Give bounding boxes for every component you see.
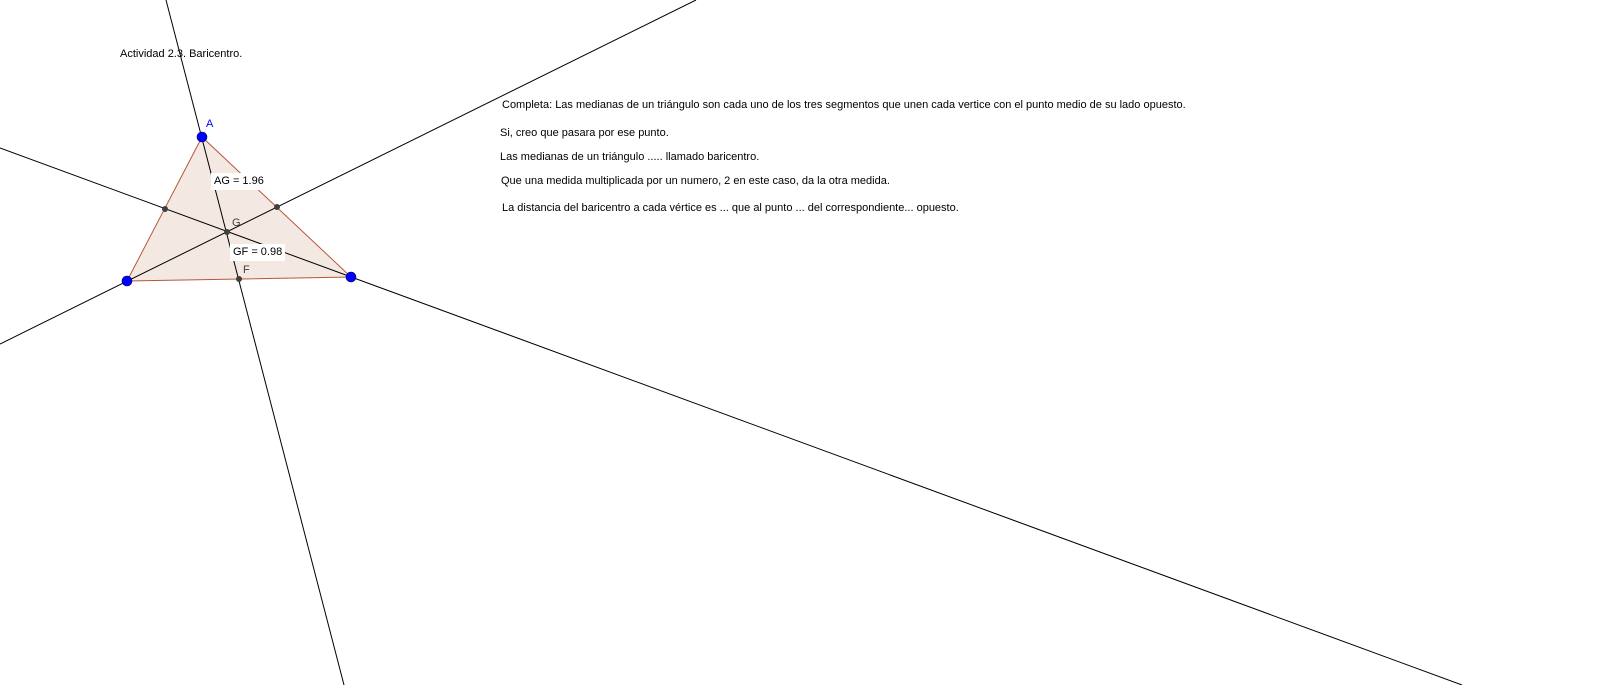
activity-title: Actividad 2.3. Baricentro. <box>120 48 243 60</box>
median-line-through-c[interactable] <box>0 148 1462 685</box>
midpoint-ab[interactable] <box>162 206 168 212</box>
median-line-through-a[interactable] <box>166 0 344 685</box>
midpoint-f[interactable] <box>236 276 242 282</box>
text-distancia: La distancia del baricentro a cada vértice es ... que al punto ... del correspondiente... opuesto. <box>502 202 959 214</box>
measure-gf: GF = 0.98 <box>230 244 285 261</box>
vertex-b[interactable] <box>122 276 132 286</box>
measure-ag: AG = 1.96 <box>211 173 267 190</box>
label-g: G <box>232 217 241 229</box>
label-f: F <box>243 264 250 276</box>
centroid-g[interactable] <box>224 229 230 235</box>
label-a: A <box>206 118 214 130</box>
vertex-c[interactable] <box>346 272 356 282</box>
text-si-creo: Si, creo que pasara por ese punto. <box>500 127 669 139</box>
median-line-through-b[interactable] <box>0 0 696 344</box>
midpoint-ac[interactable] <box>274 204 280 210</box>
text-completa: Completa: Las medianas de un triángulo son cada uno de los tres segmentos que unen cada vertice con el punto medio de su lado opuesto. <box>502 99 1186 111</box>
vertex-a[interactable] <box>197 132 207 142</box>
text-medianas: Las medianas de un triángulo ..... llamado baricentro. <box>500 151 760 163</box>
text-medida: Que una medida multiplicada por un numero, 2 en este caso, da la otra medida. <box>501 175 890 187</box>
